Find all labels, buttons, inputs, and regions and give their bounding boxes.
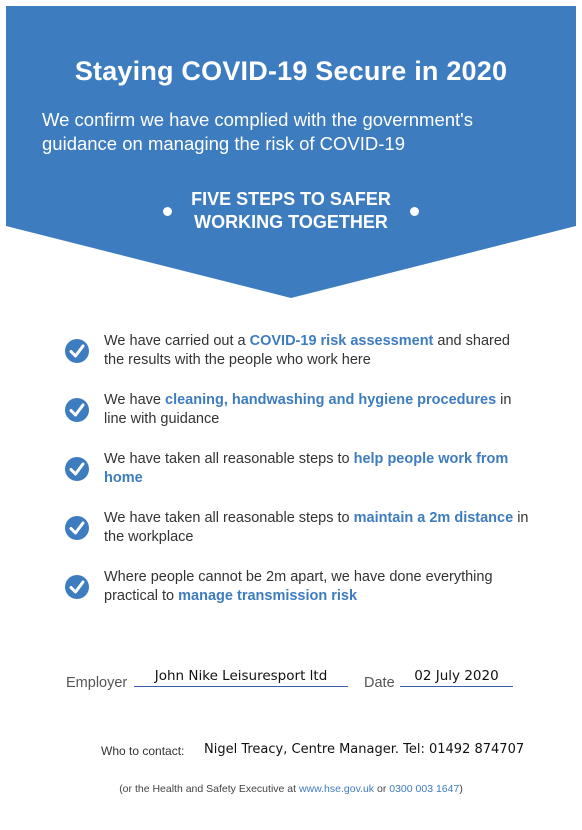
employer-value: John Nike Leisuresport ltd [134, 668, 348, 687]
checklist-highlight: help people work from home [104, 451, 509, 486]
checklist-text: and shared the results with the people who work here [104, 333, 510, 368]
checkmark-circle-icon [64, 397, 90, 423]
checklist-item-text [104, 568, 534, 606]
checkmark-circle-icon [64, 456, 90, 482]
bullet-dot-icon [410, 207, 419, 216]
hse-phone: 0300 003 1647 [389, 783, 460, 795]
contact-value: Nigel Treacy, Centre Manager. Tel: 01492 874707 [204, 742, 525, 757]
checklist [64, 332, 534, 627]
checklist-item-text [104, 391, 534, 429]
checklist-text: We have carried out a [104, 333, 250, 349]
hse-suffix: ) [459, 783, 463, 795]
checklist-item [64, 450, 534, 509]
contact-label: Who to contact: [101, 744, 185, 758]
employer-label: Employer [66, 675, 128, 691]
hse-footnote [0, 783, 582, 795]
steps-heading-line1: FIVE STEPS TO SAFER [191, 189, 391, 209]
checklist-text: Where people cannot be 2m apart, we have done everything practical to [104, 569, 493, 604]
hse-website-link[interactable]: www.hse.gov.uk [298, 783, 375, 795]
checklist-item [64, 509, 534, 568]
steps-heading [0, 188, 582, 234]
date-value: 02 July 2020 [400, 668, 513, 687]
checklist-item-text [104, 332, 534, 370]
checklist-text: in the workplace [104, 510, 529, 545]
page-subtitle: We confirm we have complied with the government's guidance on managing the risk of COVID-19 [42, 109, 473, 154]
checklist-highlight: COVID-19 risk assessment [249, 333, 434, 349]
checklist-item-text [104, 509, 534, 547]
hse-prefix: (or the Health and Safety Executive at [119, 783, 299, 795]
date-label: Date [364, 675, 395, 691]
page-title: Staying COVID-19 Secure in 2020 [74, 56, 508, 86]
checklist-text: We have [104, 392, 165, 408]
checklist-item-text [104, 450, 534, 488]
checklist-item [64, 568, 534, 627]
checklist-item [64, 391, 534, 450]
hse-middle: or [374, 783, 390, 795]
steps-heading-line2: WORKING TOGETHER [194, 212, 388, 232]
checklist-text: We have taken all reasonable steps to [104, 510, 354, 526]
checkmark-circle-icon [64, 515, 90, 541]
steps-heading-text [191, 188, 391, 234]
checklist-highlight: manage transmission risk [178, 588, 358, 604]
checklist-highlight: cleaning, handwashing and hygiene procedures [165, 392, 497, 408]
checklist-highlight: maintain a 2m distance [353, 510, 514, 526]
checkmark-circle-icon [64, 574, 90, 600]
bullet-dot-icon [163, 207, 172, 216]
checklist-item [64, 332, 534, 391]
checkmark-circle-icon [64, 338, 90, 364]
checklist-text: We have taken all reasonable steps to [104, 451, 354, 467]
checklist-text: in line with guidance [104, 392, 512, 427]
